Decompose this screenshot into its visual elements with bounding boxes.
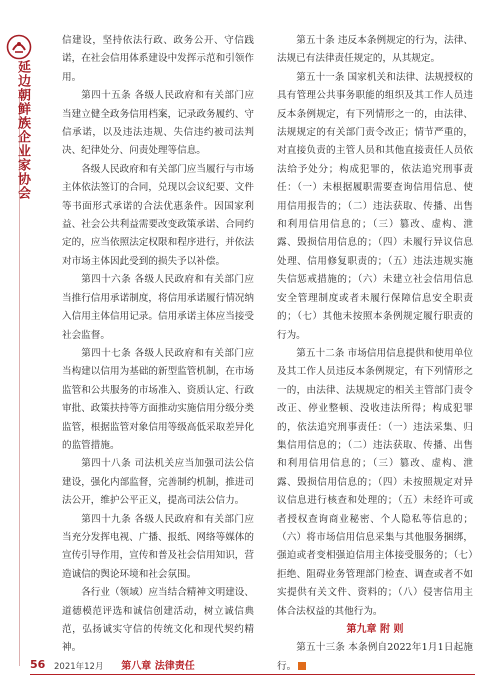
footer-rule [30,674,475,675]
left-column [62,32,254,676]
article-47: 第四十七条 各级人民政府和有关部门应当构建以信用为基础的新型监管机制，在市场监管和公共服务的市场准入、资质认定、行政审批、政策扶持等方面推动实施信用分级分类监管，根据监管对象信用等级高低采取差异化的监管措施。 [62,347,254,451]
association-logo-icon [6,34,32,60]
right-column [277,32,473,676]
association-name: 延边朝鲜族企业家协会 [15,60,30,200]
sidebar-rule [19,98,20,666]
paragraph: 信建设，坚持依法行政、政务公开、守信践诺，在社会信用体系建设中发挥示范和引领作用。 [62,35,254,83]
paragraph: 各级人民政府和有关部门应当履行与市场主体依法签订的合同，兑现以会议纪要、文件等书面形式承诺的合法优惠条件。因国家利益、社会公共利益需要改变政策承诺、合同约定的，应当依照法定权限和程序进行，并依法对市场主体因此受到的损失予以补偿。 [62,163,254,267]
article-53-text: 第五十三条 本条例自2022年1月1日起施行。 [277,642,473,672]
article-48: 第四十八条 司法机关应当加强司法公信建设，强化内部监督，完善制约机制，推进司法公开，维护公平正义，提高司法公信力。 [62,458,254,507]
article-46: 第四十六条 各级人民政府和有关部门应当推行信用承诺制度，将信用承诺履行情况纳入信用主体信用记录。信用承诺主体应当接受社会监督。 [62,274,254,341]
article-51: 第五十一条 国家机关和法律、法规授权的具有管理公共事务职能的组织及其工作人员违反本条例规定，有下列情形之一的，由法律、法规规定的有关部门责令改正；情节严重的，对直接负责的主管人员和其他直接责任人员依法给予处分；构成犯罪的，依法追究刑事责任：（一）未根据履职需要查询信用信息、使用信用报告的；（二）违法获取、传播、出售和利用信用信息的；（三）篡改、虚构、泄露、毁损信用信息的；（四）未履行异议信息处理、信用修复职责的；（五）违法违规实施失信惩戒措施的；（六）未建立社会信用信息安全管理制度或者未履行保障信息安全职责的；（七）其他未按照本条例规定履行职责的行为。 [277,71,473,341]
sidebar [0,0,30,679]
issue-date: 2021年12月 [54,662,104,672]
article-45: 第四十五条 各级人民政府和有关部门应当建立健全政务信用档案，记录政务履约、守信承诺，以及违法违规、失信违约被司法判决、纪律处分、问责处理等信息。 [62,90,254,157]
page-footer [0,656,500,676]
article-49: 第四十九条 各级人民政府和有关部门应当充分发挥电视、广播、报纸、网络等媒体的宣传引导作用，宣传和普及社会信用知识，营造诚信的舆论环境和社会氛围。 [62,513,254,580]
article-50: 第五十条 违反本条例规定的行为，法律、法规已有法律责任规定的，从其规定。 [277,35,473,65]
paragraph: 各行业（领域）应当结合精神文明建设、道德模范评选和诚信创建活动，树立诚信典范，弘扬诚实守信的传统文化和现代契约精神。 [62,587,254,654]
chapter-8-heading: 第八章 法律责任 [121,660,195,672]
page-number: 56 [30,658,46,671]
article-52: 第五十二条 市场信用信息提供和使用单位及其工作人员违反本条例规定，有下列情形之一的，由法律、法规规定的相关主管部门责令改正、停业整顿、没收违法所得；构成犯罪的，依法追究刑事责任：（一）违法采集、归集信用信息的；（二）违法获取、传播、出售和利用信用信息的；（三）篡改、虚构、泄露、毁损信用信息的；（四）未按照规定对异议信息进行核查和处理的；（五）未经许可或者授权查询商业秘密、个人隐私等信息的；（六）将市场信用信息采集与其他服务捆绑，强迫或者变相强迫信用主体接受服务的；（七）拒绝、阻碍业务管理部门检查、调查或者不如实提供有关文件、资料的；（八）侵害信用主体合法权益的其他行为。 [277,347,473,617]
chapter-9-heading: 第九章 附 则 [346,624,404,635]
